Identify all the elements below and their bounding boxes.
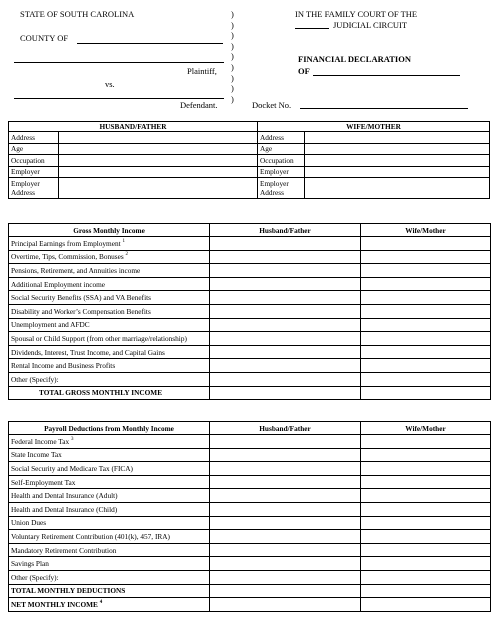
table-row (9, 166, 490, 178)
docket-number-field[interactable] (300, 108, 468, 109)
table-row (9, 598, 491, 612)
row-label-text: Other (Specify): (11, 374, 59, 384)
row-label-text: Voluntary Retirement Contribution (401(k), 457, IRA) (11, 531, 170, 541)
table-row (9, 264, 491, 278)
row-label (9, 570, 210, 584)
circuit-label: JUDICIAL CIRCUIT (333, 20, 408, 30)
docket-label: Docket No. (252, 100, 292, 110)
row-label-text: Additional Employment income (11, 279, 106, 289)
row-label (9, 291, 210, 305)
husband-occupation-field[interactable] (59, 155, 258, 167)
wife-age-field[interactable] (305, 143, 490, 155)
husband-employer-field[interactable] (59, 166, 258, 178)
row-label-text: Other (Specify): (11, 572, 59, 582)
row-label (9, 502, 210, 516)
husband-amount-field[interactable] (210, 345, 361, 359)
table-row (9, 570, 491, 584)
husband-column-header: Husband/Father (210, 224, 361, 237)
declarant-name-field[interactable] (313, 75, 460, 76)
wife-amount-field[interactable] (361, 516, 491, 530)
row-label-text: Pensions, Retirement, and Annuities income (11, 265, 141, 275)
footnote-marker: 4 (99, 599, 103, 605)
row-label (9, 250, 210, 264)
row-label (9, 372, 210, 386)
table-row (9, 345, 491, 359)
county-label: COUNTY OF (20, 33, 69, 43)
row-label (9, 489, 210, 503)
row-label-text: Social Security and Medicare Tax (FICA) (11, 463, 133, 473)
footnote-marker: 3 (70, 436, 74, 442)
wife-amount-field[interactable] (361, 277, 491, 291)
versus-label: vs. (105, 79, 115, 89)
wife-address-field[interactable] (305, 132, 490, 144)
total-deductions-wife-field[interactable] (361, 584, 491, 598)
court-name: IN THE FAMILY COURT OF THE (295, 9, 418, 19)
table-row (9, 237, 491, 251)
row-label (9, 359, 210, 373)
wife-amount-field[interactable] (361, 291, 491, 305)
row-label (9, 448, 210, 462)
husband-amount-field[interactable] (210, 250, 361, 264)
table-row (9, 386, 491, 400)
husband-employer-label: Employer (9, 166, 59, 178)
husband-amount-field[interactable] (210, 489, 361, 503)
deductions-table (8, 421, 491, 612)
row-label-text: Health and Dental Insurance (Adult) (11, 491, 118, 501)
husband-amount-field[interactable] (210, 318, 361, 332)
row-label (9, 318, 210, 332)
table-row (9, 530, 491, 544)
row-label-text: Principal Earnings from Employment (11, 238, 121, 248)
husband-amount-field[interactable] (210, 516, 361, 530)
net-income-husband-field[interactable] (210, 598, 361, 612)
husband-amount-field[interactable] (210, 448, 361, 462)
table-row (9, 304, 491, 318)
row-label (9, 530, 210, 544)
husband-amount-field[interactable] (210, 264, 361, 278)
table-row (9, 502, 491, 516)
wife-amount-field[interactable] (361, 462, 491, 476)
table-row (9, 332, 491, 346)
wife-amount-field[interactable] (361, 304, 491, 318)
wife-amount-field[interactable] (361, 435, 491, 449)
husband-amount-field[interactable] (210, 359, 361, 373)
net-income-label (9, 598, 210, 612)
table-row (9, 291, 491, 305)
table-row (9, 516, 491, 530)
wife-occupation-field[interactable] (305, 155, 490, 167)
table-row (9, 277, 491, 291)
gross-income-rows (9, 237, 491, 387)
row-label (9, 557, 210, 571)
gross-income-header: Gross Monthly Income (9, 224, 210, 237)
deduction-rows (9, 435, 491, 585)
net-income-wife-field[interactable] (361, 598, 491, 612)
wife-amount-field[interactable] (361, 250, 491, 264)
husband-amount-field[interactable] (210, 530, 361, 544)
wife-amount-field[interactable] (361, 502, 491, 516)
wife-employer-address-field[interactable] (305, 178, 490, 199)
row-label-text: Union Dues (11, 518, 47, 528)
husband-amount-field[interactable] (210, 475, 361, 489)
table-row (9, 178, 490, 199)
wife-amount-field[interactable] (361, 237, 491, 251)
husband-amount-field[interactable] (210, 372, 361, 386)
wife-amount-field[interactable] (361, 318, 491, 332)
husband-amount-field[interactable] (210, 291, 361, 305)
husband-amount-field[interactable] (210, 502, 361, 516)
husband-amount-field[interactable] (210, 557, 361, 571)
state-label: STATE OF SOUTH CAROLINA (20, 9, 135, 19)
caption-divider: ) ) ) ) ) ) ) ) ) (231, 9, 234, 104)
total-gross-income-label: TOTAL GROSS MONTHLY INCOME (9, 386, 210, 400)
table-row (9, 359, 491, 373)
husband-amount-field[interactable] (210, 543, 361, 557)
husband-header: HUSBAND/FATHER (9, 122, 258, 132)
row-label (9, 345, 210, 359)
form-title: FINANCIAL DECLARATION (298, 54, 411, 64)
row-label-text: Rental Income and Business Profits (11, 361, 116, 371)
table-row (9, 543, 491, 557)
net-income-text: NET MONTHLY INCOME (11, 599, 98, 609)
wife-amount-field[interactable] (361, 543, 491, 557)
husband-amount-field[interactable] (210, 332, 361, 346)
row-label (9, 543, 210, 557)
wife-occupation-label: Occupation (258, 155, 305, 167)
row-label (9, 475, 210, 489)
husband-employer-address-field[interactable] (59, 178, 258, 199)
wife-employer-label: Employer (258, 166, 305, 178)
husband-amount-field[interactable] (210, 277, 361, 291)
row-label (9, 462, 210, 476)
plaintiff-label: Plaintiff, (187, 66, 217, 76)
row-label (9, 264, 210, 278)
row-label-text: Social Security Benefits (SSA) and VA Benefits (11, 293, 151, 303)
table-row (9, 448, 491, 462)
table-row (9, 475, 491, 489)
row-label-text: State Income Tax (11, 450, 62, 460)
county-field[interactable] (77, 43, 223, 44)
wife-amount-field[interactable] (361, 557, 491, 571)
husband-age-label: Age (9, 143, 59, 155)
wife-employer-address-label: Employer Address (258, 178, 305, 199)
wife-amount-field[interactable] (361, 475, 491, 489)
wife-amount-field[interactable] (361, 489, 491, 503)
table-row (9, 584, 491, 598)
wife-amount-field[interactable] (361, 345, 491, 359)
row-label-text: Dividends, Interest, Trust Income, and Capital Gains (11, 347, 165, 357)
table-row (9, 489, 491, 503)
row-label-text: Federal Income Tax (11, 436, 70, 446)
form-title-of: OF (298, 66, 310, 76)
wife-amount-field[interactable] (361, 359, 491, 373)
husband-amount-field[interactable] (210, 462, 361, 476)
row-label (9, 516, 210, 530)
circuit-field[interactable] (295, 28, 329, 29)
footnote-marker: 2 (125, 252, 129, 258)
gross-income-table (8, 223, 491, 400)
wife-column-header: Wife/Mother (361, 422, 491, 435)
husband-amount-field[interactable] (210, 237, 361, 251)
row-label-text: Unemployment and AFDC (11, 320, 90, 330)
total-deductions-husband-field[interactable] (210, 584, 361, 598)
wife-amount-field[interactable] (361, 372, 491, 386)
total-gross-husband-field[interactable] (210, 386, 361, 400)
row-label-text: Self-Employment Tax (11, 477, 76, 487)
husband-amount-field[interactable] (210, 304, 361, 318)
table-row (9, 435, 491, 449)
husband-amount-field[interactable] (210, 570, 361, 584)
row-label (9, 237, 210, 251)
defendant-name-field[interactable] (14, 98, 224, 99)
table-row (9, 250, 491, 264)
row-label-text: Health and Dental Insurance (Child) (11, 504, 118, 514)
row-label-text: Overtime, Tips, Commission, Bonuses (11, 252, 124, 262)
table-row (9, 132, 490, 144)
row-label-text: Savings Plan (11, 559, 49, 569)
husband-address-label: Address (9, 132, 59, 144)
table-row (9, 318, 491, 332)
table-row (9, 462, 491, 476)
table-row (9, 155, 490, 167)
wife-amount-field[interactable] (361, 332, 491, 346)
footnote-marker: 1 (122, 238, 125, 244)
row-label (9, 277, 210, 291)
row-label (9, 332, 210, 346)
wife-age-label: Age (258, 143, 305, 155)
row-label-text: Mandatory Retirement Contribution (11, 545, 117, 555)
husband-address-field[interactable] (59, 132, 258, 144)
parties-table (8, 121, 490, 199)
row-label (9, 435, 210, 449)
husband-occupation-label: Occupation (9, 155, 59, 167)
husband-age-field[interactable] (59, 143, 258, 155)
husband-amount-field[interactable] (210, 435, 361, 449)
wife-column-header: Wife/Mother (361, 224, 491, 237)
husband-employer-address-label: Employer Address (9, 178, 59, 199)
table-row (9, 557, 491, 571)
table-row (9, 372, 491, 386)
wife-amount-field[interactable] (361, 570, 491, 584)
row-label-text: Disability and Worker’s Compensation Benefits (11, 306, 151, 316)
wife-employer-field[interactable] (305, 166, 490, 178)
wife-amount-field[interactable] (361, 264, 491, 278)
wife-amount-field[interactable] (361, 530, 491, 544)
wife-address-label: Address (258, 132, 305, 144)
wife-amount-field[interactable] (361, 448, 491, 462)
husband-column-header: Husband/Father (210, 422, 361, 435)
total-deductions-label: TOTAL MONTHLY DEDUCTIONS (9, 584, 210, 598)
table-row (9, 143, 490, 155)
wife-header: WIFE/MOTHER (258, 122, 490, 132)
defendant-label: Defendant. (180, 100, 218, 110)
row-label (9, 304, 210, 318)
row-label-text: Spousal or Child Support (from other marriage/relationship) (11, 333, 187, 343)
deductions-header: Payroll Deductions from Monthly Income (9, 422, 210, 435)
total-gross-wife-field[interactable] (361, 386, 491, 400)
plaintiff-name-field[interactable] (14, 62, 224, 63)
